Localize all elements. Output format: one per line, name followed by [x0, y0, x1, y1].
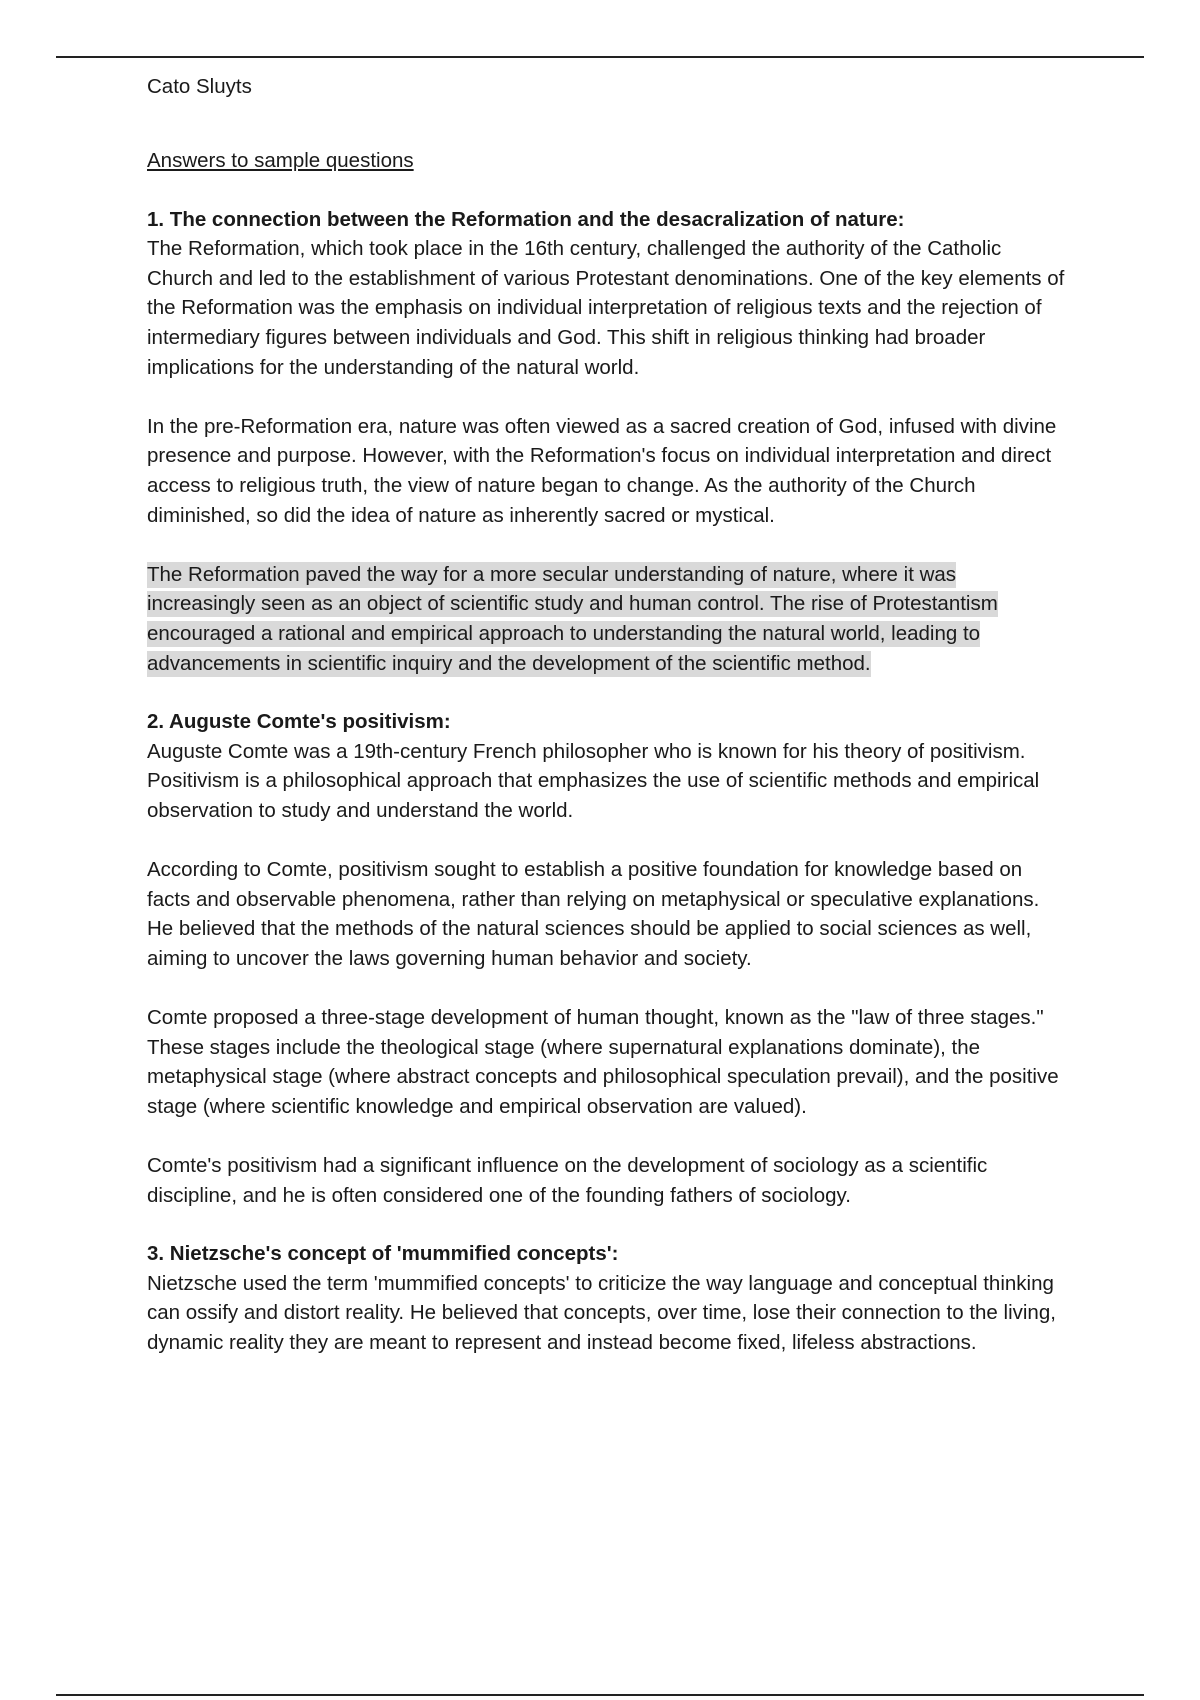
section-heading: 3. Nietzsche's concept of 'mummified concepts':: [147, 1242, 619, 1266]
paragraph: Comte's positivism had a significant influence on the development of sociology as a scientific discipline, and he is often considered one of the founding fathers of sociology.: [147, 1154, 988, 1207]
section-heading: 2. Auguste Comte's positivism:: [147, 710, 451, 734]
section-nietzsche: [147, 1239, 1067, 1357]
author-name: Cato Sluyts: [147, 75, 252, 98]
section-heading: 1. The connection between the Reformation and the desacralization of nature:: [147, 207, 905, 231]
document-page: [147, 72, 1067, 1358]
text-highlight: The Reformation paved the way for a more secular understanding of nature, where it was increasingly seen as an object of scientific study and human control. The rise of Protestantism encouraged a rational and empirical approach to understanding the natural world, leading to advancements in scientific inquiry and the development of the scientific method.: [147, 562, 998, 675]
paragraph: The Reformation, which took place in the 16th century, challenged the authority of the Catholic Church and led to the establishment of various Protestant denominations. One of the key elements of the Reformation was the emphasis on individual interpretation of religious texts and the rejection of intermediary figures between individuals and God. This shift in religious thinking had broader implications for the understanding of the natural world.: [147, 237, 1065, 379]
highlighted-paragraph: [147, 560, 1067, 678]
paragraph: Nietzsche used the term 'mummified concepts' to criticize the way language and conceptual thinking can ossify and distort reality. He believed that concepts, over time, lose their connection to the living, dynamic reality they are meant to represent and instead become fixed, lifeless abstractions.: [147, 1271, 1056, 1354]
section-comte-positivism: [147, 707, 1067, 1210]
top-divider: [56, 56, 1144, 58]
document-subtitle: Answers to sample questions: [147, 149, 414, 172]
section-reformation: [147, 205, 1067, 679]
paragraph: Auguste Comte was a 19th-century French philosopher who is known for his theory of positivism. Positivism is a philosophical approach that emphasizes the use of scientific methods and empirical observation to study and understand the world.: [147, 739, 1040, 822]
paragraph: In the pre-Reformation era, nature was often viewed as a sacred creation of God, infused with divine presence and purpose. However, with the Reformation's focus on individual interpretation and direct access to religious truth, the view of nature began to change. As the authority of the Church diminished, so did the idea of nature as inherently sacred or mystical.: [147, 414, 1057, 527]
bottom-divider: [56, 1694, 1144, 1696]
paragraph: Comte proposed a three-stage development of human thought, known as the "law of three stages." These stages include the theological stage (where supernatural explanations dominate), the metaphysical stage (where abstract concepts and philosophical speculation prevail), and the positive stage (where scientific knowledge and empirical observation are valued).: [147, 1006, 1059, 1118]
paragraph: According to Comte, positivism sought to establish a positive foundation for knowledge based on facts and observable phenomena, rather than relying on metaphysical or speculative explanations. He believed that the methods of the natural sciences should be applied to social sciences as well, aiming to uncover the laws governing human behavior and society.: [147, 858, 1040, 970]
